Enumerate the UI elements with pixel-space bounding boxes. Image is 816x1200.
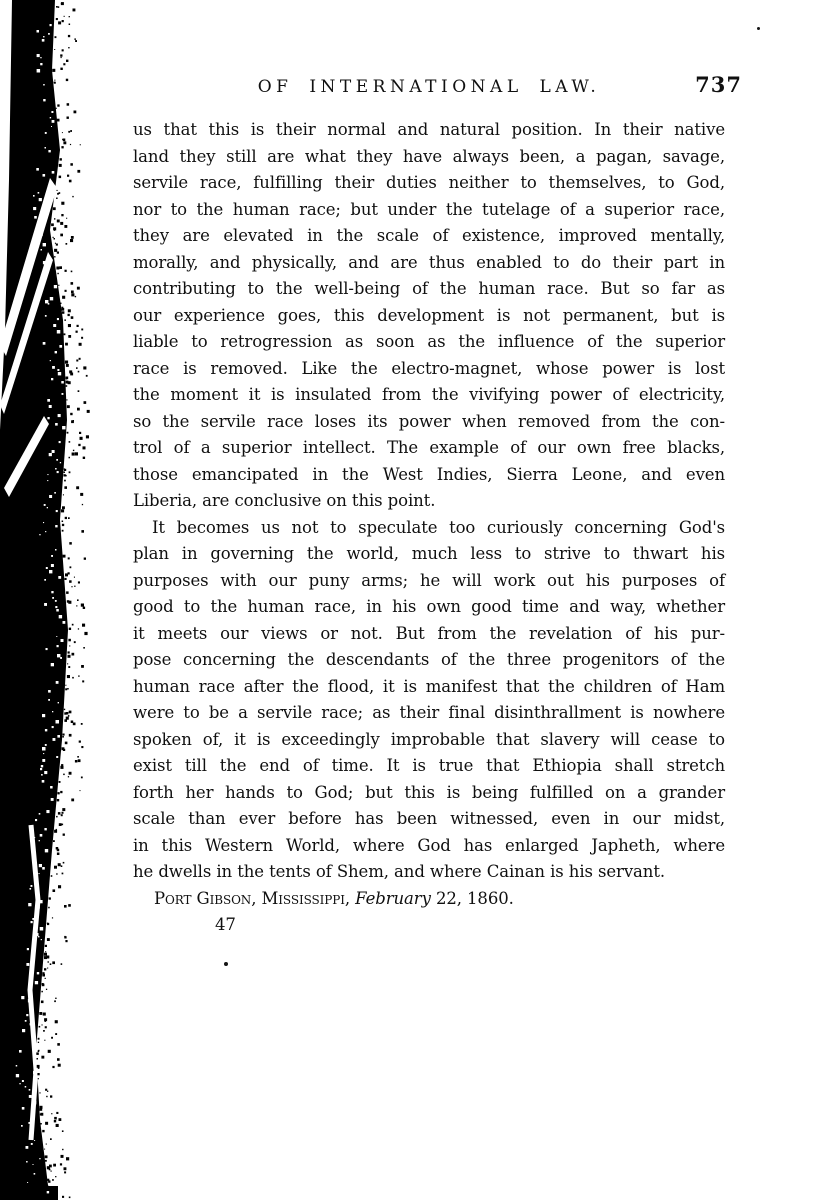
paragraphs-container <box>133 117 725 886</box>
ink-speck <box>757 27 760 30</box>
text-line: scale than ever before has been witnessed, even in our midst, <box>133 809 725 828</box>
scan-gutter-shadow <box>0 0 90 1200</box>
text-line: good to the human race, in his own good time and way, whether <box>133 597 725 616</box>
text-line: servile race, fulfilling their duties neither to themselves, to God, <box>133 173 725 192</box>
text-line: morally, and physically, and are thus enabled to do their part in <box>133 252 725 272</box>
text-line: nor to the human race; but under the tutelage of a superior race, <box>133 199 725 219</box>
text-line: trol of a superior intellect. The example of our own free blacks, <box>133 438 725 457</box>
paragraph <box>133 117 725 515</box>
paragraph <box>133 515 725 886</box>
text-line: spoken of, it is exceedingly improbable that slavery will cease to <box>133 729 725 749</box>
text-line: plan in governing the world, much less to strive to thwart his <box>133 544 725 563</box>
text-line: in this Western World, where God has enlarged Japheth, where <box>133 835 725 855</box>
text-line: our experience goes, this development is not permanent, but is <box>133 305 725 325</box>
text-line: exist till the end of time. It is true that Ethiopia shall stretch <box>133 756 725 775</box>
text-line: It becomes us not to speculate too curiously concerning God's <box>152 517 725 537</box>
text-line: he dwells in the tents of Shem, and where Cainan is his servant. <box>133 862 665 881</box>
page-number: 737 <box>695 72 742 97</box>
text-line: so the servile race loses its power when removed from the con- <box>133 411 725 431</box>
text-line: race is removed. Like the electro-magnet, whose power is lost <box>133 358 725 378</box>
text-line: pose concerning the descendants of the three progenitors of the <box>133 650 725 669</box>
text-line: contributing to the well-being of the human race. But so far as <box>133 279 725 298</box>
footer-number: 47 <box>215 915 236 934</box>
text-line: human race after the flood, it is manifest that the children of Ham <box>133 676 725 696</box>
text-line: those emancipated in the West Indies, Sierra Leone, and even <box>133 464 725 484</box>
signature-line <box>133 886 725 913</box>
text-line: the moment it is insulated from the vivifying power of electricity, <box>133 385 725 404</box>
text-line: Liberia, are conclusive on this point. <box>133 491 436 510</box>
running-title: OF INTERNATIONAL LAW. <box>257 77 601 97</box>
text-line: us that this is their normal and natural position. In their native <box>133 120 725 139</box>
text-line: they are elevated in the scale of existence, improved mentally, <box>133 226 725 245</box>
signature-place: Port Gibson, Mississippi, <box>154 888 351 908</box>
ink-speck <box>224 962 228 966</box>
text-line: land they still are what they have always been, a pagan, savage, <box>133 146 725 166</box>
text-line: it meets our views or not. But from the revelation of his pur- <box>133 623 725 643</box>
text-line: were to be a servile race; as their final disinthrallment is nowhere <box>133 703 725 722</box>
text-line: forth her hands to God; but this is being fulfilled on a grander <box>133 782 725 802</box>
page-body <box>133 117 725 939</box>
text-line: purposes with our puny arms; he will work out his purposes of <box>133 570 725 590</box>
signature-month: February <box>350 888 436 908</box>
signature-date: 22, 1860. <box>435 888 514 908</box>
text-line: liable to retrogression as soon as the influence of the superior <box>133 332 725 351</box>
